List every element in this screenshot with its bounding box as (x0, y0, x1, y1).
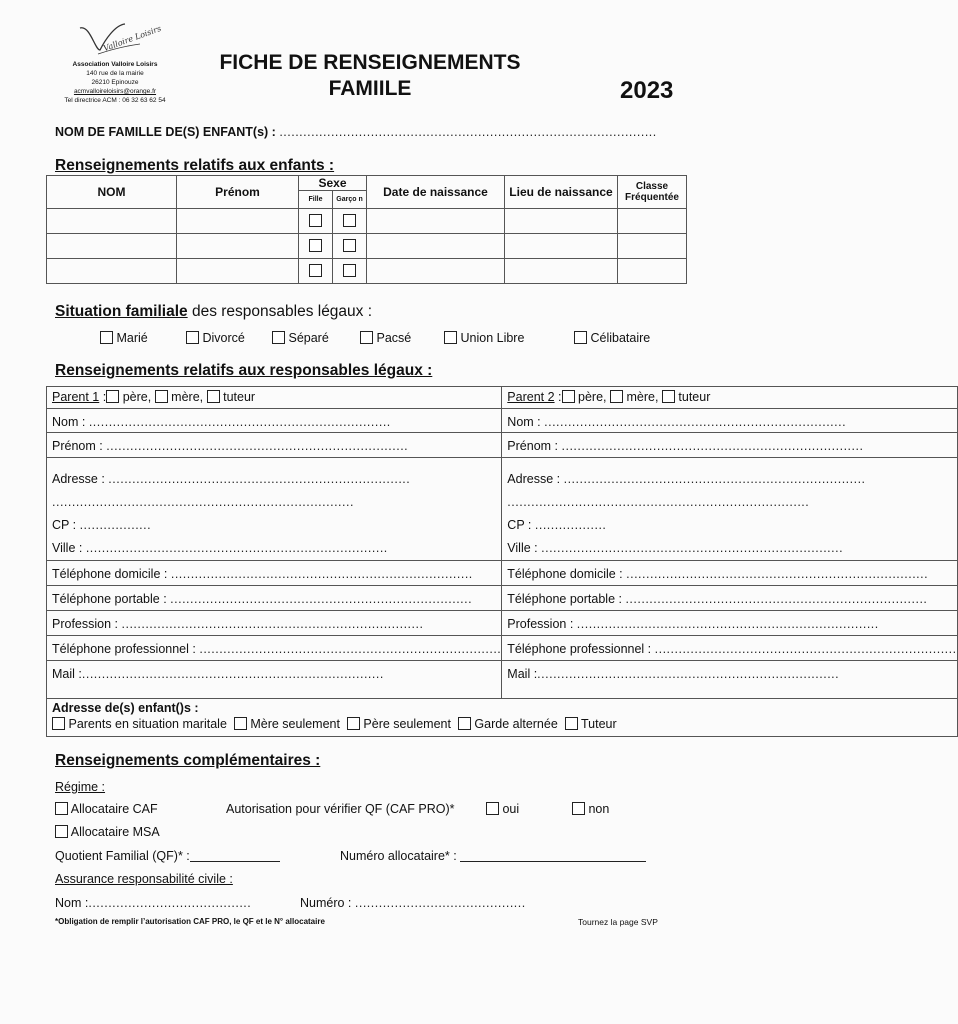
col-sexe: Sexe (299, 176, 367, 191)
title-line2: FAMIILE (328, 77, 412, 100)
parent2-pere: père, (578, 390, 607, 404)
msa-row (55, 825, 160, 839)
parent1-tel-pro-field[interactable]: Téléphone professionnel : ............................................................................ (47, 636, 502, 661)
parent1-nom-field[interactable]: Nom : ............................................................................ (47, 409, 502, 433)
parent1-mail-field[interactable]: Mail :............................................................................ (47, 661, 502, 699)
mere-seule-checkbox[interactable] (234, 717, 247, 730)
assurance-label: Assurance responsabilité civile : (55, 872, 233, 886)
assurance-nom-row (55, 896, 251, 910)
child-lieu-cell[interactable] (505, 234, 618, 259)
qf-label: Quotient Familial (QF)* : (55, 849, 190, 863)
opt-celibataire: Célibataire (590, 331, 651, 345)
parent1-tuteur: tuteur (223, 390, 256, 404)
celibataire-checkbox[interactable] (574, 331, 587, 344)
fille-checkbox[interactable] (309, 264, 322, 277)
qf-row (55, 849, 280, 863)
family-name-line (55, 125, 657, 139)
child-nom-cell[interactable] (47, 209, 177, 234)
regime-label: Régime : (55, 780, 106, 794)
parents-table (46, 386, 958, 737)
garcon-checkbox[interactable] (343, 264, 356, 277)
opt-maritale: Parents en situation maritale (68, 717, 227, 731)
opt-separe: Séparé (288, 331, 329, 345)
turn-page: Tournez la page SVP (578, 917, 658, 927)
numero-alloc-row (340, 849, 646, 863)
oui-option (486, 802, 519, 816)
child-nom-cell[interactable] (47, 234, 177, 259)
parent2-nom-field[interactable]: Nom : ............................................................................ (502, 409, 957, 433)
child-row (47, 259, 687, 284)
assurance-numero-row (300, 896, 526, 910)
msa-label: Allocataire MSA (70, 825, 160, 839)
divorce-checkbox[interactable] (186, 331, 199, 344)
opt-divorce: Divorcé (202, 331, 245, 345)
parent2-pere-checkbox[interactable] (562, 390, 575, 403)
parent2-tel-dom-field[interactable]: Téléphone domicile : ............................................................................ (502, 561, 957, 586)
parent2-header: Parent 2 : père, mère, tuteur (502, 387, 957, 409)
tuteur-checkbox[interactable] (565, 717, 578, 730)
parent2-prenom-field[interactable]: Prénom : ............................................................................ (502, 433, 957, 458)
child-row (47, 209, 687, 234)
parent2-profession-field[interactable]: Profession : ............................................................................ (502, 611, 957, 636)
opt-pere-seul: Père seulement (363, 717, 451, 731)
col-nom: NOM (47, 176, 177, 209)
garde-alternee-checkbox[interactable] (458, 717, 471, 730)
family-name-field[interactable]: ............................................................................................... (279, 125, 657, 139)
parent2-label: Parent 2 (507, 390, 555, 404)
child-date-cell[interactable] (367, 234, 505, 259)
caf-label: Allocataire CAF (70, 802, 158, 816)
assurance-numero-label: Numéro : (300, 896, 352, 910)
year: 2023 (620, 77, 674, 104)
msa-checkbox[interactable] (55, 825, 68, 838)
child-prenom-cell[interactable] (177, 234, 299, 259)
logo-mark (40, 20, 190, 60)
union-libre-checkbox[interactable] (444, 331, 457, 344)
parent1-pere: père, (122, 390, 152, 404)
fille-checkbox[interactable] (309, 239, 322, 252)
logo-phone: Tel directrice ACM : 06 32 63 62 54 (64, 97, 166, 104)
non-checkbox[interactable] (572, 802, 585, 815)
child-classe-cell[interactable] (618, 209, 687, 234)
parent2-tuteur-checkbox[interactable] (662, 390, 675, 403)
opt-marie: Marié (116, 331, 148, 345)
oui-checkbox[interactable] (486, 802, 499, 815)
pere-seul-checkbox[interactable] (347, 717, 360, 730)
logo-email: acmvalloireloisirs@orange.fr (73, 88, 157, 95)
parent1-tel-dom-field[interactable]: Téléphone domicile : ............................................................................ (47, 561, 502, 586)
logo-block (40, 20, 190, 105)
child-date-cell[interactable] (367, 259, 505, 284)
parent1-address-field[interactable]: Adresse : ............................................................................ ............................................................................ CP : .................. Ville : ............................................................................ (47, 458, 502, 561)
caf-checkbox[interactable] (55, 802, 68, 815)
opt-mere-seule: Mère seulement (250, 717, 340, 731)
child-nom-cell[interactable] (47, 259, 177, 284)
opt-pacse: Pacsé (376, 331, 412, 345)
parents-heading: Renseignements relatifs aux responsables légaux : (55, 362, 433, 379)
col-fille: Fille (299, 191, 333, 209)
autorisation-label: Autorisation pour vérifier QF (CAF PRO)* (226, 802, 455, 816)
children-table (46, 175, 687, 284)
child-lieu-cell[interactable] (505, 259, 618, 284)
numero-alloc-field[interactable] (460, 849, 646, 862)
situation-heading (55, 303, 372, 321)
parent1-label: Parent 1 (52, 390, 100, 404)
parent1-tuteur-checkbox[interactable] (207, 390, 220, 403)
parent1-mere-checkbox[interactable] (155, 390, 168, 403)
situation-heading-bold: Situation familiale (55, 303, 188, 320)
parent2-mere-checkbox[interactable] (610, 390, 623, 403)
parent1-tel-port-field[interactable]: Téléphone portable : ............................................................................ (47, 586, 502, 611)
logo-street: 140 rue de la mairie (86, 70, 144, 77)
parent2-tel-pro-field[interactable]: Téléphone professionnel : ............................................................................ (502, 636, 957, 661)
non-option (572, 802, 609, 816)
col-classe: Classe Fréquentée (618, 176, 687, 209)
parent2-tel-port-field[interactable]: Téléphone portable : ............................................................................ (502, 586, 957, 611)
child-prenom-cell[interactable] (177, 259, 299, 284)
child-classe-cell[interactable] (618, 234, 687, 259)
family-name-label: NOM DE FAMILLE DE(S) ENFANT(s) : (55, 125, 276, 139)
pacse-checkbox[interactable] (360, 331, 373, 344)
garcon-checkbox[interactable] (343, 214, 356, 227)
child-prenom-cell[interactable] (177, 209, 299, 234)
opt-union-libre: Union Libre (460, 331, 525, 345)
col-prenom: Prénom (177, 176, 299, 209)
footnote: *Obligation de remplir l’autorisation CAF PRO, le QF et le N° allocataire (55, 917, 325, 926)
parent1-mere: mère, (171, 390, 204, 404)
child-lieu-cell[interactable] (505, 209, 618, 234)
parent1-pere-checkbox[interactable] (106, 390, 119, 403)
child-address-label: Adresse de(s) enfant()s : (52, 701, 199, 715)
logo-association: Association Valloire Loisirs (72, 61, 158, 68)
title-line1: FICHE DE RENSEIGNEMENTS (219, 51, 521, 74)
parent2-tuteur: tuteur (678, 390, 711, 404)
logo-city: 26210 Epinouze (91, 79, 139, 86)
parent2-address-field[interactable]: Adresse : ............................................................................ ............................................................................ CP : .................. Ville : ............................................................................ (502, 458, 957, 561)
col-garcon: Garço n (333, 191, 367, 209)
assurance-nom-field[interactable]: ......................................... (88, 896, 252, 910)
numero-alloc-label: Numéro allocataire* : (340, 849, 457, 863)
oui-label: oui (502, 802, 520, 816)
parent2-mere: mère, (626, 390, 659, 404)
child-address-section (47, 699, 958, 737)
marie-checkbox[interactable] (100, 331, 113, 344)
assurance-nom-label: Nom : (55, 896, 89, 910)
complementary-heading: Renseignements complémentaires : (55, 752, 321, 769)
children-heading: Renseignements relatifs aux enfants : (55, 157, 335, 174)
child-classe-cell[interactable] (618, 259, 687, 284)
parent1-header: Parent 1 : père, mère, tuteur (47, 387, 502, 409)
page-title (180, 50, 560, 102)
col-date: Date de naissance (367, 176, 505, 209)
opt-tuteur: Tuteur (581, 717, 617, 731)
child-date-cell[interactable] (367, 209, 505, 234)
assurance-numero-field[interactable]: ........................................... (354, 896, 526, 910)
maritale-checkbox[interactable] (52, 717, 65, 730)
fille-checkbox[interactable] (309, 214, 322, 227)
parent2-mail-field[interactable]: Mail :............................................................................ (502, 661, 957, 699)
garcon-checkbox[interactable] (343, 239, 356, 252)
caf-row (55, 802, 158, 816)
qf-field[interactable] (190, 849, 280, 862)
opt-garde-alternee: Garde alternée (474, 717, 558, 731)
child-row (47, 234, 687, 259)
non-label: non (588, 802, 610, 816)
parent1-profession-field[interactable]: Profession : ............................................................................ (47, 611, 502, 636)
col-lieu: Lieu de naissance (505, 176, 618, 209)
separe-checkbox[interactable] (272, 331, 285, 344)
logo-brand: Valloire Loisirs (102, 23, 163, 54)
parent1-prenom-field[interactable]: Prénom : ............................................................................ (47, 433, 502, 458)
situation-heading-rest: des responsables légaux : (187, 303, 373, 320)
